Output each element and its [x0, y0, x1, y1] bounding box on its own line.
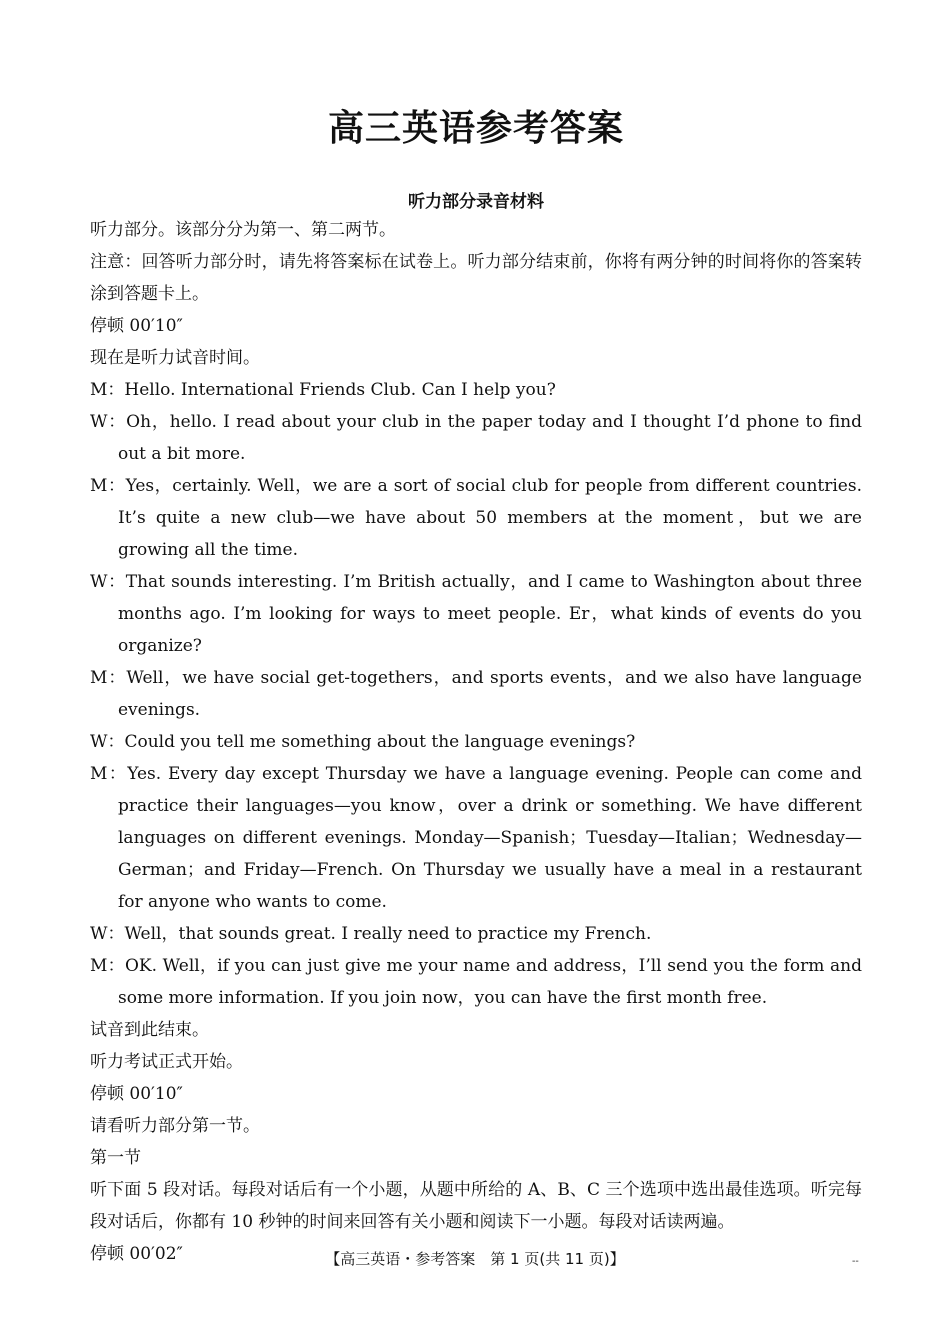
document-body: [90, 214, 862, 1270]
dialogue-line: W：Oh，hello. I read about your club in the paper today and I thought I’d phone to find out a bit more.: [90, 412, 862, 464]
intro-line: 听力部分。该部分分为第一、第二两节。: [90, 220, 396, 240]
pause-line: 停顿 00′10″: [90, 316, 183, 336]
section-one-instructions: 听下面 5 段对话。每段对话后有一个小题，从题中所给的 A、B、C 三个选项中选出最佳选项。听完每段对话后，你都有 10 秒钟的时间来回答有关小题和阅读下一小题。每段对话读两遍。: [90, 1180, 862, 1232]
section-one-prompt: 请看听力部分第一节。: [90, 1116, 260, 1136]
dialogue-line: M：Yes，certainly. Well，we are a sort of social club for people from different countries. It’s quite a new club—we have about 50 members at the moment，but we are growing all the time.: [90, 476, 862, 560]
page-title: 高三英语参考答案: [327, 108, 624, 149]
dialogue-line: M：Hello. International Friends Club. Can I help you?: [90, 380, 556, 400]
page-footer: 【高三英语・参考答案 第 1 页(共 11 页)】: [325, 1250, 625, 1268]
dialogue-line: W：Well，that sounds great. I really need to practice my French.: [90, 924, 652, 944]
pause-line: 停顿 00′10″: [90, 1084, 183, 1104]
pause-line: 停顿 00′02″: [90, 1244, 183, 1264]
dialogue-line: W：That sounds interesting. I’m British actually，and I came to Washington about three months ago. I’m looking for ways to meet people. Er，what kinds of events do you organize?: [90, 572, 862, 656]
section-subtitle: 听力部分录音材料: [408, 192, 544, 212]
dialogue-line: W：Could you tell me something about the language evenings?: [90, 732, 636, 752]
dialogue-line: M：Well，we have social get-togethers，and sports events，and we also have language evenings.: [90, 668, 862, 720]
trial-end-line: 试音到此结束。: [90, 1020, 209, 1040]
corner-mark: --: [852, 1256, 859, 1267]
dialogue-line: M：OK. Well，if you can just give me your name and address，I’ll send you the form and some more information. If you join now，you can have the first month free.: [90, 956, 862, 1008]
dialogue-line: M：Yes. Every day except Thursday we have a language evening. People can come and practice their languages—you know，over a drink or something. We have different languages on different evenings. Monday—Spanish；Tuesday—Italian；Wednesday—German；and Friday—French. On Thursday we usually have a meal in a restaurant for anyone who wants to come.: [90, 764, 862, 912]
trial-line: 现在是听力试音时间。: [90, 348, 260, 368]
exam-start-line: 听力考试正式开始。: [90, 1052, 243, 1072]
notice-line: 注意：回答听力部分时，请先将答案标在试卷上。听力部分结束前，你将有两分钟的时间将你的答案转涂到答题卡上。: [90, 252, 862, 304]
section-one-heading: 第一节: [90, 1148, 141, 1168]
